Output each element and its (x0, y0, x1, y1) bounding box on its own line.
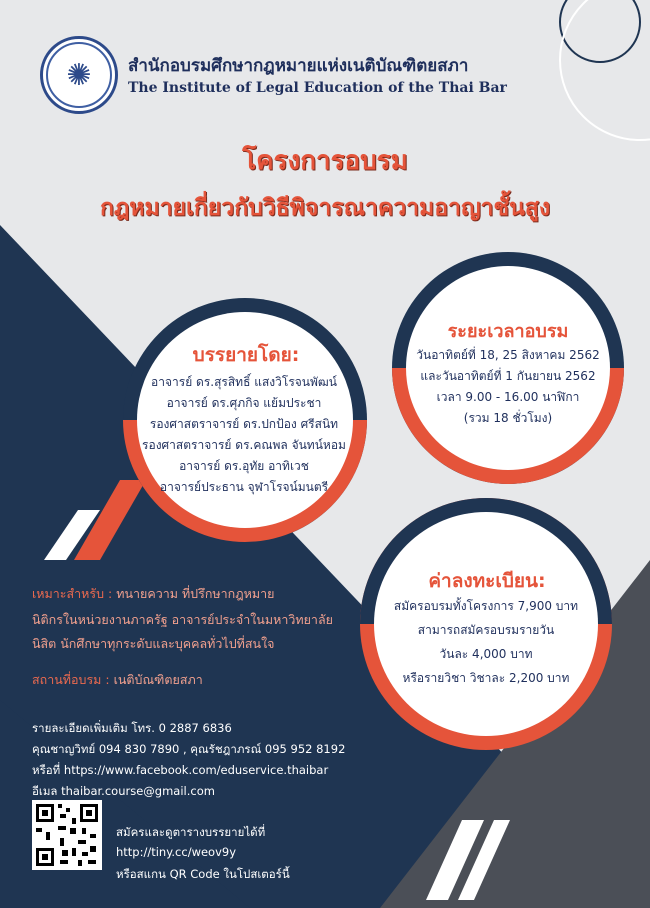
fee-heading: ค่าลงทะเบียน: (428, 570, 546, 592)
audience-label: เหมาะสำหรับ : (32, 586, 113, 601)
schedule-heading: ระยะเวลาอบรม (447, 321, 569, 342)
thai-bar-seal-icon (40, 36, 118, 114)
fee-line: วันละ 4,000 บาท (439, 647, 533, 661)
decor-ring (560, 0, 640, 62)
registration-qr-note: หรือสแกน QR Code ในโปสเตอร์นี้ (116, 867, 290, 881)
lecturers-list (128, 372, 360, 498)
lecturer-name: อาจารย์ ดร.ศุภกิจ แย้มประชา (166, 396, 322, 410)
poster-subtitle: กฎหมายเกี่ยวกับวิธีพิจารณาความอาญาชั้นสูง (99, 195, 551, 221)
poster-title: โครงการอบรม (242, 146, 408, 176)
registration-link[interactable]: http://tiny.cc/weov9y (116, 845, 237, 859)
decor-ring (560, 0, 650, 140)
lecturer-name: อาจารย์ประธาน จุฬาโรจน์มนตรี (159, 480, 329, 494)
schedule-list (410, 345, 606, 429)
contact-persons: คุณชาญวิทย์ 094 830 7890 , คุณรัชฎาภรณ์ 095 952 8192 (32, 742, 346, 756)
schedule-line: เวลา 9.00 - 16.00 นาฬิกา (436, 390, 580, 404)
org-name-english: The Institute of Legal Education of the Thai Bar (128, 80, 507, 96)
qr-code-icon[interactable] (32, 800, 102, 870)
fee-line: สามารถสมัครอบรมรายวัน (417, 623, 555, 637)
org-name-thai: สำนักอบรมศึกษากฎหมายแห่งเนติบัณฑิตยสภา (128, 56, 469, 76)
venue-value: เนติบัณฑิตยสภา (113, 672, 203, 687)
registration-text: สมัครและดูตารางบรรยายได้ที่ (116, 825, 266, 839)
fee-list (374, 594, 598, 690)
venue-line (32, 670, 203, 690)
venue-label: สถานที่อบรม : (32, 672, 110, 687)
lecturer-name: อาจารย์ ดร.อุทัย อาทิเวช (179, 459, 309, 473)
schedule-line: (รวม 18 ชั่วโมง) (463, 411, 553, 425)
audience-line: นิติกรในหน่วยงานภาครัฐ อาจารย์ประจำในมหาวิทยาลัย (32, 612, 333, 627)
schedule-line: และวันอาทิตย์ที่ 1 กันยายน 2562 (420, 369, 596, 383)
fee-line: สมัครอบรมทั้งโครงการ 7,900 บาท (393, 599, 579, 613)
contact-facebook-link[interactable]: หรือที่ https://www.facebook.com/eduservice.thaibar (32, 763, 329, 777)
lecturer-name: รองศาสตราจารย์ ดร.ปกป้อง ศรีสนิท (149, 417, 339, 431)
lecturers-heading: บรรยายโดย: (192, 344, 300, 366)
seal-emblem: ✺ (46, 42, 112, 108)
audience-line: นิสิต นักศึกษาทุกระดับและบุคคลทั่วไปที่สนใจ (32, 636, 275, 651)
audience-text: ทนายความ ที่ปรึกษากฎหมาย (116, 586, 275, 601)
audience-line (32, 584, 274, 604)
contact-phone: รายละเอียดเพิ่มเติม โทร. 0 2887 6836 (32, 721, 232, 735)
fee-line: หรือรายวิชา วิชาละ 2,200 บาท (402, 671, 570, 685)
schedule-line: วันอาทิตย์ที่ 18, 25 สิงหาคม 2562 (416, 348, 600, 362)
lecturer-name: อาจารย์ ดร.สุรสิทธิ์ แสงวิโรจนพัฒน์ (151, 375, 337, 389)
contact-email[interactable]: อีเมล thaibar.course@gmail.com (32, 784, 215, 798)
lecturer-name: รองศาสตราจารย์ ดร.คณพล จันทน์หอม (142, 438, 346, 452)
